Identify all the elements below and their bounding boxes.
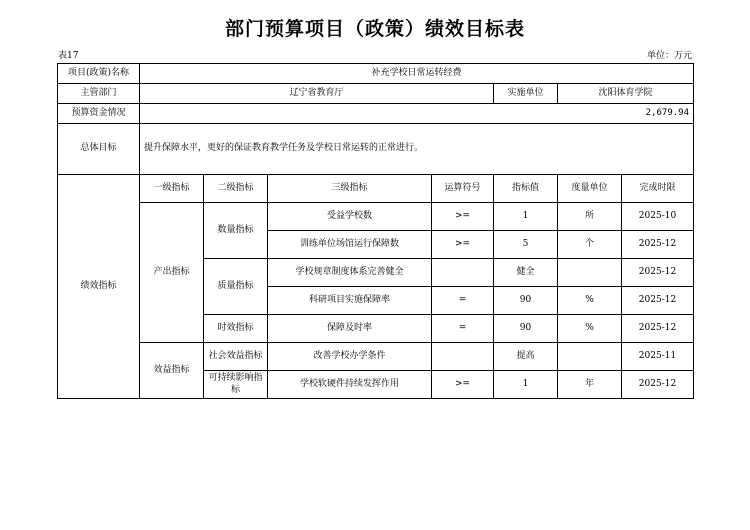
cell-operator <box>432 259 494 287</box>
cell-unit: 所 <box>558 203 622 231</box>
row-overall-goal <box>58 124 694 175</box>
cell-deadline: 2025-10 <box>622 203 694 231</box>
cell-value: 1 <box>494 371 558 399</box>
value-funds: 2,679.94 <box>140 104 694 124</box>
cell-indicator-name: 训练单位场馆运行保障数 <box>268 231 432 259</box>
performance-goal-table <box>57 63 694 399</box>
header-level1: 一级指标 <box>140 175 204 203</box>
indicator-timeliness: 时效指标 <box>204 315 268 343</box>
cell-unit: 个 <box>558 231 622 259</box>
label-overall-goal: 总体目标 <box>58 124 140 175</box>
cell-operator: = <box>432 287 494 315</box>
cell-deadline: 2025-12 <box>622 287 694 315</box>
cell-deadline: 2025-11 <box>622 343 694 371</box>
row-project-name <box>58 64 694 84</box>
cell-deadline: 2025-12 <box>622 231 694 259</box>
cell-unit: % <box>558 315 622 343</box>
cell-value: 提高 <box>494 343 558 371</box>
label-performance: 绩效指标 <box>58 175 140 399</box>
header-level2: 二级指标 <box>204 175 268 203</box>
label-project-name: 项目(政策)名称 <box>58 64 140 84</box>
page-title: 部门预算项目（政策）绩效目标表 <box>224 18 525 40</box>
indicator-quantity: 数量指标 <box>204 203 268 259</box>
cell-indicator-name: 学校规章制度体系完善健全 <box>268 259 432 287</box>
cell-unit: 年 <box>558 371 622 399</box>
indicator-social: 社会效益指标 <box>204 343 268 371</box>
cell-value: 5 <box>494 231 558 259</box>
cell-deadline: 2025-12 <box>622 259 694 287</box>
header-level3: 三级指标 <box>268 175 432 203</box>
cell-operator: >= <box>432 231 494 259</box>
header-unit: 度量单位 <box>558 175 622 203</box>
table-number: 表17 <box>58 51 79 61</box>
table-row <box>58 343 694 371</box>
indicator-output: 产出指标 <box>140 203 204 343</box>
cell-indicator-name: 保障及时率 <box>268 315 432 343</box>
cell-operator: = <box>432 315 494 343</box>
value-impl-unit: 沈阳体育学院 <box>558 84 694 104</box>
cell-unit <box>558 259 622 287</box>
cell-value: 90 <box>494 315 558 343</box>
cell-indicator-name: 改善学校办学条件 <box>268 343 432 371</box>
cell-unit <box>558 343 622 371</box>
label-funds: 预算资金情况 <box>58 104 140 124</box>
cell-value: 健全 <box>494 259 558 287</box>
row-funds <box>58 104 694 124</box>
cell-operator: >= <box>432 371 494 399</box>
indicator-effect: 效益指标 <box>140 343 204 399</box>
label-dept: 主管部门 <box>58 84 140 104</box>
cell-indicator-name: 科研项目实施保障率 <box>268 287 432 315</box>
header-deadline: 完成时限 <box>622 175 694 203</box>
row-dept <box>58 84 694 104</box>
cell-value: 1 <box>494 203 558 231</box>
cell-unit: % <box>558 287 622 315</box>
row-indicator-headers <box>58 175 694 203</box>
cell-operator <box>432 343 494 371</box>
unit-label: 单位：万元 <box>646 51 692 61</box>
value-overall-goal: 提升保障水平，更好的保证教育教学任务及学校日常运转的正常进行。 <box>140 124 694 175</box>
cell-deadline: 2025-12 <box>622 315 694 343</box>
table-row <box>58 203 694 231</box>
header-value: 指标值 <box>494 175 558 203</box>
indicator-quality: 质量指标 <box>204 259 268 315</box>
cell-operator: >= <box>432 203 494 231</box>
cell-deadline: 2025-12 <box>622 371 694 399</box>
cell-value: 90 <box>494 287 558 315</box>
cell-indicator-name: 受益学校数 <box>268 203 432 231</box>
value-project-name: 补充学校日常运转经费 <box>140 64 694 84</box>
cell-indicator-name: 学校软硬件持续发挥作用 <box>268 371 432 399</box>
indicator-sustainable: 可持续影响指标 <box>204 371 268 399</box>
value-dept: 辽宁省教育厅 <box>140 84 494 104</box>
label-impl-unit: 实施单位 <box>494 84 558 104</box>
header-operator: 运算符号 <box>432 175 494 203</box>
